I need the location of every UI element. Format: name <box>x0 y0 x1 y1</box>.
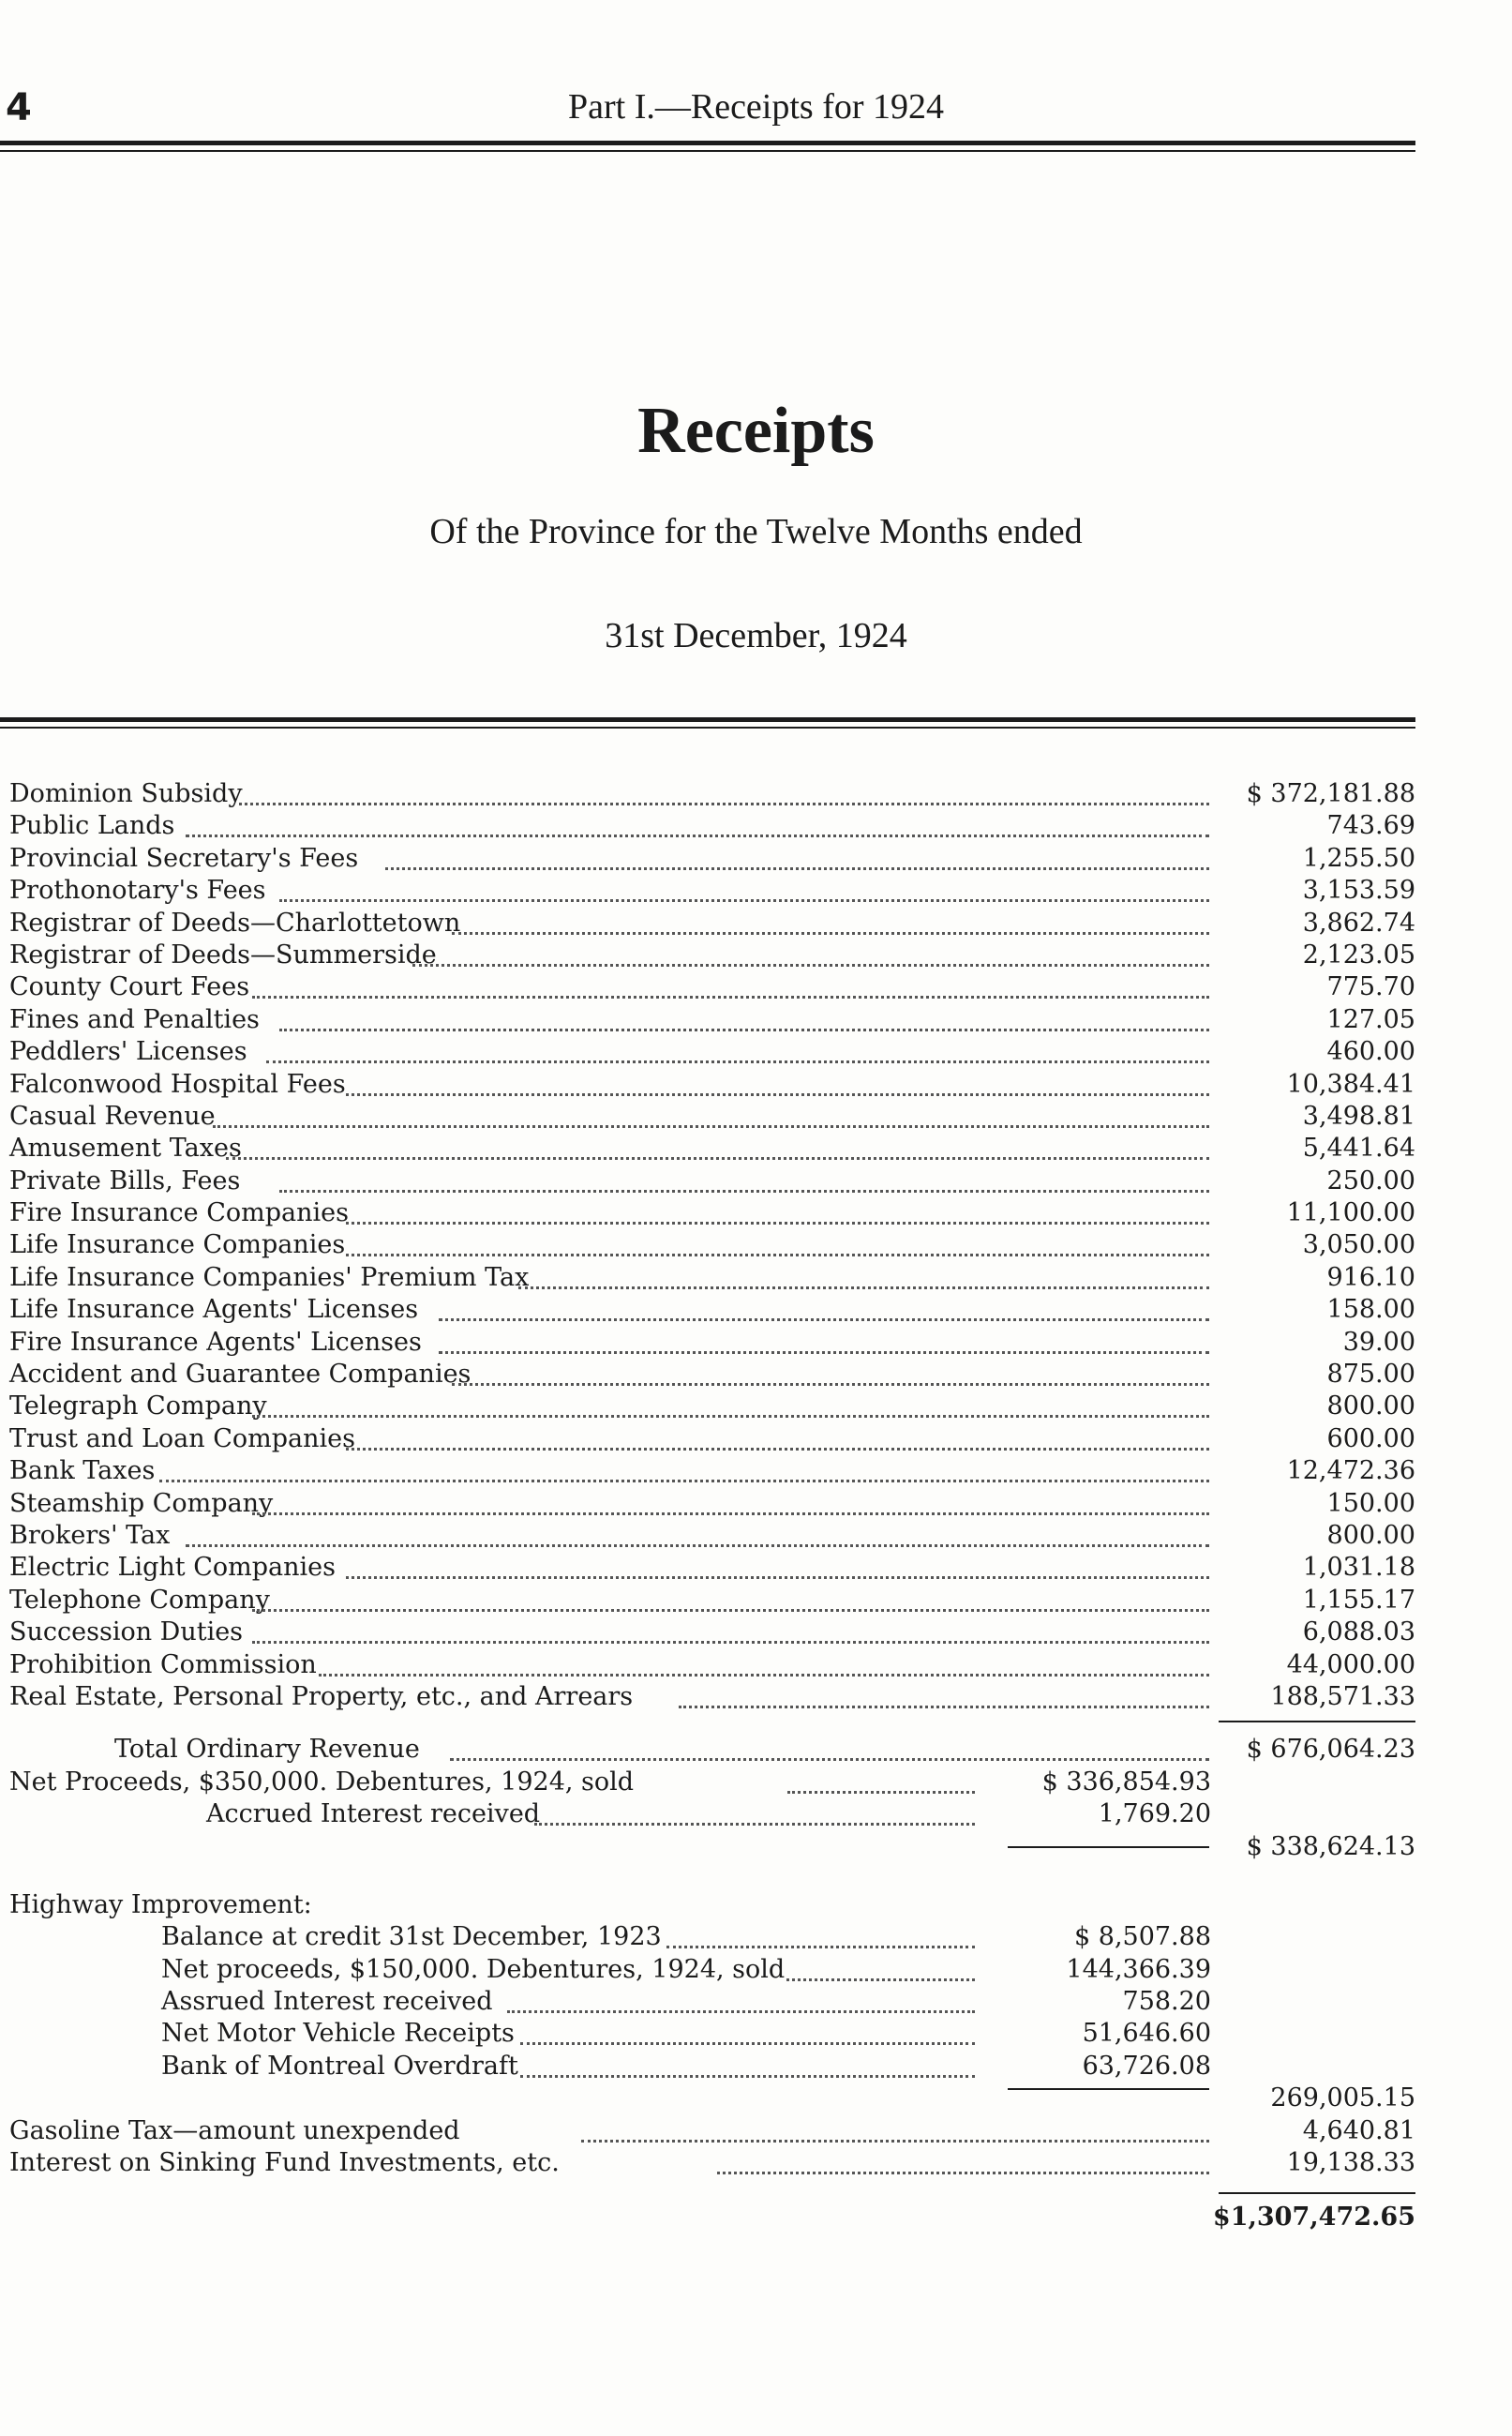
highway-amount: 63,726.08 <box>1082 2051 1211 2081</box>
highway-label: Bank of Montreal Overdraft <box>161 2051 518 2081</box>
receipt-amount: 127.05 <box>1326 1004 1415 1034</box>
receipt-label: Fire Insurance Companies <box>9 1198 349 1228</box>
receipt-amount: 1,255.50 <box>1302 843 1415 873</box>
receipt-label: Steamship Company <box>9 1488 274 1518</box>
leader-dots <box>717 2140 1209 2174</box>
leader-dots <box>534 1791 975 1826</box>
accrued-interest-amount: 1,769.20 <box>1098 1799 1211 1829</box>
leader-dots <box>450 1726 1209 1761</box>
receipt-items <box>9 778 1415 1713</box>
leader-dots <box>787 1759 975 1794</box>
highway-label: Assrued Interest received <box>161 1987 493 2017</box>
highway-amount: 144,366.39 <box>1066 1954 1211 1984</box>
receipt-label: Prohibition Commission <box>9 1649 317 1679</box>
gasoline-amount: 4,640.81 <box>1302 2115 1415 2145</box>
leader-dots <box>666 1914 975 1948</box>
leader-dots <box>439 1319 1209 1354</box>
header-rule <box>0 141 1415 145</box>
net-proceeds-amount: $ 336,854.93 <box>1041 1767 1211 1797</box>
accrued-interest-label: Accrued Interest received <box>206 1799 541 1829</box>
receipt-amount: 1,155.17 <box>1302 1585 1415 1615</box>
receipt-amount: 875.00 <box>1326 1360 1415 1390</box>
leader-dots <box>385 835 1209 870</box>
receipt-amount: 2,123.05 <box>1302 940 1415 970</box>
leader-dots <box>439 1286 1209 1321</box>
receipt-label: Life Insurance Companies <box>9 1230 346 1260</box>
highway-rule <box>1008 2088 1209 2090</box>
receipt-label: Telegraph Company <box>9 1391 267 1421</box>
receipt-amount: 916.10 <box>1326 1262 1415 1292</box>
receipt-label: Telephone Company <box>9 1585 270 1615</box>
receipt-label: Life Insurance Companies' Premium Tax <box>9 1262 530 1292</box>
receipts-ledger <box>9 778 1415 2234</box>
header-rule-thin <box>0 150 1415 152</box>
highway-heading: Highway Improvement: <box>9 1889 312 1919</box>
leader-dots <box>507 1978 975 2013</box>
receipt-label: Real Estate, Personal Property, etc., and Arrears <box>9 1681 634 1711</box>
grand-total-amount: $1,307,472.65 <box>1212 2203 1415 2233</box>
total-ordinary-amount: $ 676,064.23 <box>1246 1735 1415 1765</box>
receipt-amount: 775.70 <box>1326 972 1415 1002</box>
receipt-amount: 10,384.41 <box>1286 1069 1415 1099</box>
receipt-label: Prothonotary's Fees <box>9 876 266 906</box>
highway-label: Net Motor Vehicle Receipts <box>161 2019 515 2049</box>
leader-dots <box>186 803 1209 837</box>
page-date: 31st December, 1924 <box>605 616 907 655</box>
leader-dots <box>520 2010 975 2045</box>
total-ordinary-row <box>9 1734 1415 1766</box>
receipt-amount: 800.00 <box>1326 1391 1415 1421</box>
receipt-amount: 600.00 <box>1326 1423 1415 1453</box>
highway-label: Net proceeds, $150,000. Debentures, 1924, sold <box>161 1954 786 1984</box>
receipt-label: Fire Insurance Agents' Licenses <box>9 1327 422 1357</box>
receipt-label: Registrar of Deeds—Charlottetown <box>9 908 461 938</box>
leader-dots <box>346 1544 1209 1579</box>
receipt-label: Fines and Penalties <box>9 1004 260 1034</box>
grand-total-row <box>9 2202 1415 2233</box>
page-title: Receipts <box>637 395 875 467</box>
leader-dots <box>452 900 1209 935</box>
leader-dots <box>412 932 1209 967</box>
leader-dots <box>279 867 1209 902</box>
grand-total-rule <box>1219 2192 1415 2194</box>
interest-sinking-row <box>9 2147 1415 2179</box>
receipt-amount: 39.00 <box>1342 1327 1415 1357</box>
highway-items <box>9 1921 1415 2083</box>
total-ordinary-label: Total Ordinary Revenue <box>114 1735 420 1765</box>
receipt-amount: 250.00 <box>1326 1165 1415 1195</box>
leader-dots <box>252 964 1209 999</box>
receipt-amount: 12,472.36 <box>1286 1456 1415 1486</box>
receipt-amount: 1,031.18 <box>1302 1553 1415 1583</box>
receipt-label: Casual Revenue <box>9 1101 216 1131</box>
leader-dots <box>346 1222 1209 1256</box>
interest-sinking-amount: 19,138.33 <box>1286 2148 1415 2178</box>
receipt-amount: 150.00 <box>1326 1488 1415 1518</box>
receipt-amount: 5,441.64 <box>1302 1134 1415 1164</box>
highway-row <box>9 1921 1415 1953</box>
receipt-amount: $ 372,181.88 <box>1246 779 1415 808</box>
receipt-amount: 3,862.74 <box>1302 908 1415 938</box>
receipt-amount: 158.00 <box>1326 1295 1415 1325</box>
leader-dots <box>346 1061 1209 1096</box>
leader-dots <box>266 1029 1209 1063</box>
highway-label: Balance at credit 31st December, 1923 <box>161 1922 662 1952</box>
receipt-label: Life Insurance Agents' Licenses <box>9 1295 419 1325</box>
accrued-interest-row <box>9 1798 1415 1830</box>
debenture-total-row <box>9 1831 1415 1863</box>
highway-total-amount: 269,005.15 <box>1270 2083 1415 2113</box>
section-rule-thin <box>0 727 1415 729</box>
receipt-amount: 3,498.81 <box>1302 1101 1415 1131</box>
leader-dots <box>520 2043 975 2078</box>
page-subtitle: Of the Province for the Twelve Months ended <box>429 512 1083 551</box>
receipt-row <box>9 1681 1415 1713</box>
receipt-amount: 44,000.00 <box>1286 1649 1415 1679</box>
leader-dots <box>213 1093 1209 1128</box>
receipt-amount: 3,153.59 <box>1302 876 1415 906</box>
highway-amount: 758.20 <box>1122 1987 1211 2017</box>
receipt-label: Public Lands <box>9 811 175 841</box>
receipt-label: Registrar of Deeds—Summerside <box>9 940 437 970</box>
receipt-amount: 460.00 <box>1326 1037 1415 1067</box>
receipt-label: Accident and Guarantee Companies <box>9 1360 472 1390</box>
leader-dots <box>279 997 1209 1031</box>
gasoline-label: Gasoline Tax—amount unexpended <box>9 2115 460 2145</box>
receipt-amount: 3,050.00 <box>1302 1230 1415 1260</box>
leader-dots <box>186 1512 1209 1547</box>
leader-dots <box>279 1158 1209 1193</box>
receipt-amount: 188,571.33 <box>1270 1681 1415 1711</box>
leader-dots <box>159 1448 1209 1482</box>
section-rule <box>0 717 1415 722</box>
receipt-label: Falconwood Hospital Fees <box>9 1069 346 1099</box>
debenture-rule <box>1008 1846 1209 1848</box>
leader-dots <box>319 1642 1209 1677</box>
highway-amount: $ 8,507.88 <box>1074 1922 1211 1952</box>
receipt-label: County Court Fees <box>9 972 250 1002</box>
leader-dots <box>518 1255 1209 1289</box>
receipt-label: Trust and Loan Companies <box>9 1423 355 1453</box>
leader-dots <box>252 1481 1209 1515</box>
leader-dots <box>252 1577 1209 1612</box>
receipt-label: Brokers' Tax <box>9 1520 171 1550</box>
leader-dots <box>226 1125 1209 1160</box>
highway-amount: 51,646.60 <box>1082 2019 1211 2049</box>
receipt-amount: 6,088.03 <box>1302 1617 1415 1647</box>
receipt-label: Dominion Subsidy <box>9 779 243 808</box>
receipt-label: Private Bills, Fees <box>9 1165 241 1195</box>
receipt-label: Bank Taxes <box>9 1456 156 1486</box>
leader-dots <box>346 1416 1209 1451</box>
receipt-label: Provincial Secretary's Fees <box>9 843 359 873</box>
page-number: 4 <box>6 86 32 129</box>
receipt-label: Electric Light Companies <box>9 1553 336 1583</box>
receipt-label: Amusement Taxes <box>9 1134 242 1164</box>
receipt-amount: 11,100.00 <box>1286 1198 1415 1228</box>
leader-dots <box>581 2108 1209 2143</box>
leader-dots <box>679 1674 1209 1708</box>
subtotal-rule <box>1219 1721 1415 1722</box>
net-proceeds-label: Net Proceeds, $350,000. Debentures, 1924, sold <box>9 1767 635 1797</box>
leader-dots <box>239 771 1209 805</box>
leader-dots <box>452 1351 1209 1386</box>
leader-dots <box>252 1609 1209 1644</box>
receipt-amount: 743.69 <box>1326 811 1415 841</box>
leader-dots <box>786 1947 975 1981</box>
receipt-amount: 800.00 <box>1326 1520 1415 1550</box>
leader-dots <box>252 1383 1209 1418</box>
interest-sinking-label: Interest on Sinking Fund Investments, etc. <box>9 2148 560 2178</box>
highway-row <box>9 2051 1415 2083</box>
grand-total-rule-row <box>9 2179 1415 2202</box>
debenture-total-amount: $ 338,624.13 <box>1246 1831 1415 1861</box>
running-head: Part I.—Receipts for 1924 <box>567 87 945 127</box>
leader-dots <box>346 1190 1209 1225</box>
receipt-label: Peddlers' Licenses <box>9 1037 247 1067</box>
receipt-label: Succession Duties <box>9 1617 244 1647</box>
